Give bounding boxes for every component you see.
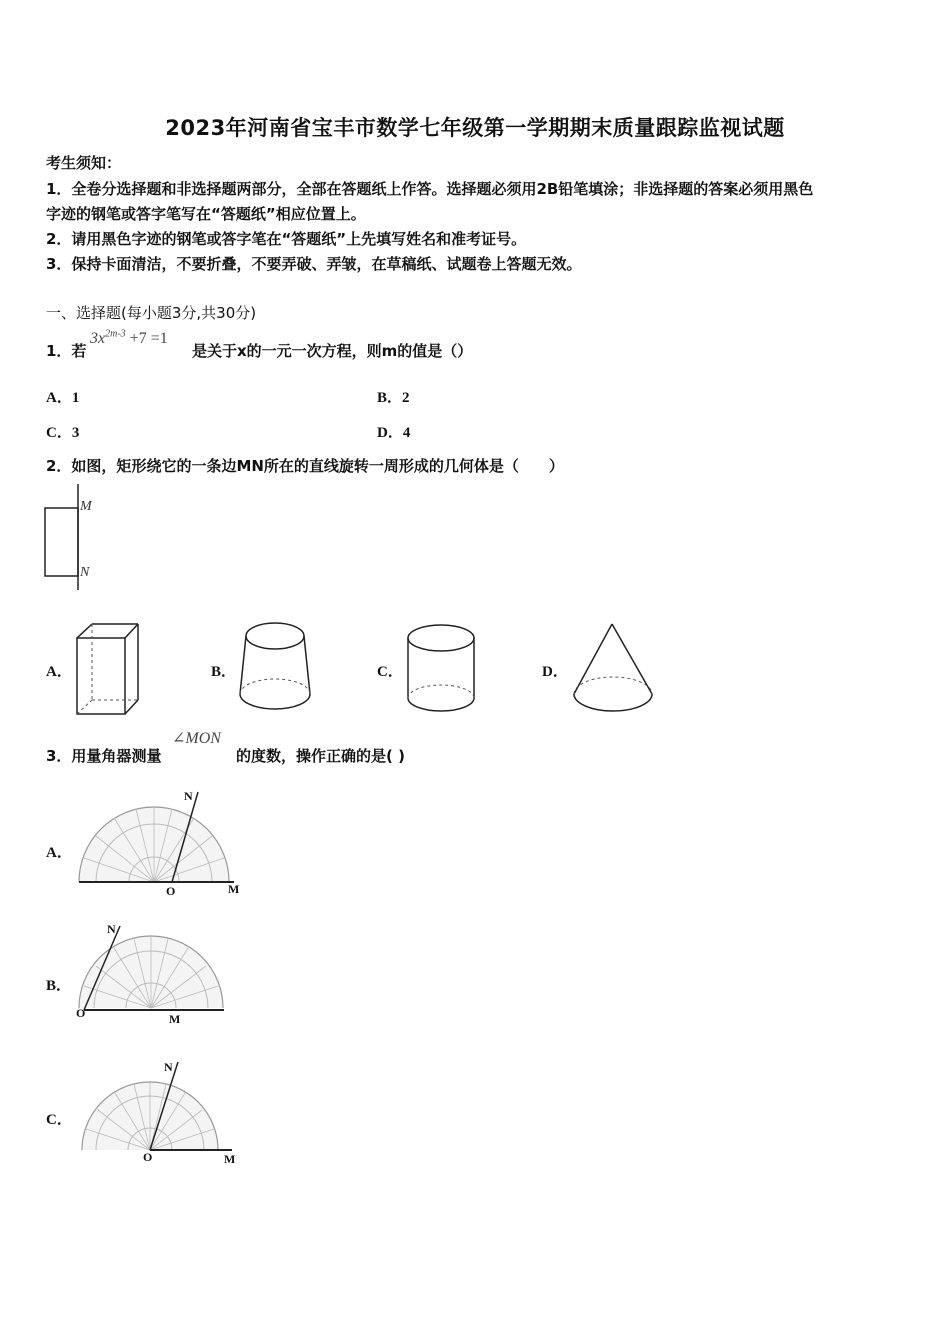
q3-formula: ∠MON	[172, 730, 221, 747]
q3b-label-m: M	[169, 1012, 181, 1026]
q3-option-b[interactable]: B．	[46, 978, 72, 994]
notice-line-4: 3．保持卡面清洁，不要折叠，不要弄破、弄皱，在草稿纸、试题卷上答题无效。	[46, 255, 582, 273]
q1-option-c[interactable]: C．3	[46, 425, 80, 441]
q3c-label-o: O	[143, 1150, 153, 1164]
q2-option-a[interactable]: A．	[46, 664, 72, 680]
q3-prefix: 3．用量角器测量	[46, 747, 162, 765]
q3c-label-m: M	[224, 1152, 236, 1166]
q2-option-b[interactable]: B．	[211, 664, 237, 680]
notice-line-2: 字迹的钢笔或答字笔写在“答题纸”相应位置上。	[46, 205, 366, 223]
cone-shape	[566, 618, 660, 720]
q3a-label-m: M	[228, 882, 240, 896]
q1-prefix: 1．若	[46, 342, 87, 360]
q3-option-c[interactable]: C．	[46, 1112, 72, 1128]
q1-formula	[90, 328, 168, 348]
notice-line-3: 2．请用黑色字迹的钢笔或答字笔在“答题纸”上先填写姓名和准考证号。	[46, 230, 527, 248]
protractor-a	[74, 788, 244, 898]
cuboid-shape	[70, 618, 150, 722]
q1-option-b[interactable]: B．2	[377, 390, 410, 406]
q1-formula-base: 3x	[90, 330, 106, 347]
q1-option-d[interactable]: D．4	[377, 425, 411, 441]
q2-option-d[interactable]: D．	[542, 664, 568, 680]
q3b-label-n: N	[107, 922, 116, 936]
q1-suffix: 是关于x的一元一次方程，则m的值是（）	[192, 342, 473, 360]
q3a-label-n: N	[184, 789, 193, 803]
notice-line-1: 1．全卷分选择题和非选择题两部分，全部在答题纸上作答。选择题必须用2B铅笔填涂；非选择题的答案必须用黑色	[46, 180, 814, 198]
protractor-b	[74, 922, 234, 1022]
q3a-label-o: O	[166, 884, 176, 898]
q1-formula-rest: +7 =1	[129, 330, 168, 347]
frustum-shape	[232, 616, 318, 720]
q1-formula-exp: 2m-3	[105, 328, 126, 340]
q2-text: 2．如图，矩形绕它的一条边MN所在的直线旋转一周形成的几何体是（ ）	[46, 457, 564, 475]
q2-option-c[interactable]: C．	[377, 664, 403, 680]
q3b-label-o: O	[76, 1006, 86, 1020]
page-title: 2023年河南省宝丰市数学七年级第一学期期末质量跟踪监视试题	[165, 116, 785, 140]
notice-heading: 考生须知：	[46, 154, 122, 172]
q1-option-a[interactable]: A．1	[46, 390, 80, 406]
q2-label-n: N	[80, 565, 90, 580]
q3-suffix: 的度数，操作正确的是( )	[236, 747, 405, 765]
q2-label-m: M	[80, 499, 92, 514]
cylinder-shape	[400, 618, 482, 720]
q3c-label-n: N	[164, 1060, 173, 1074]
section-heading: 一、选择题(每小题3分,共30分)	[46, 304, 257, 322]
q3-option-a[interactable]: A．	[46, 845, 72, 861]
protractor-c	[78, 1058, 238, 1158]
